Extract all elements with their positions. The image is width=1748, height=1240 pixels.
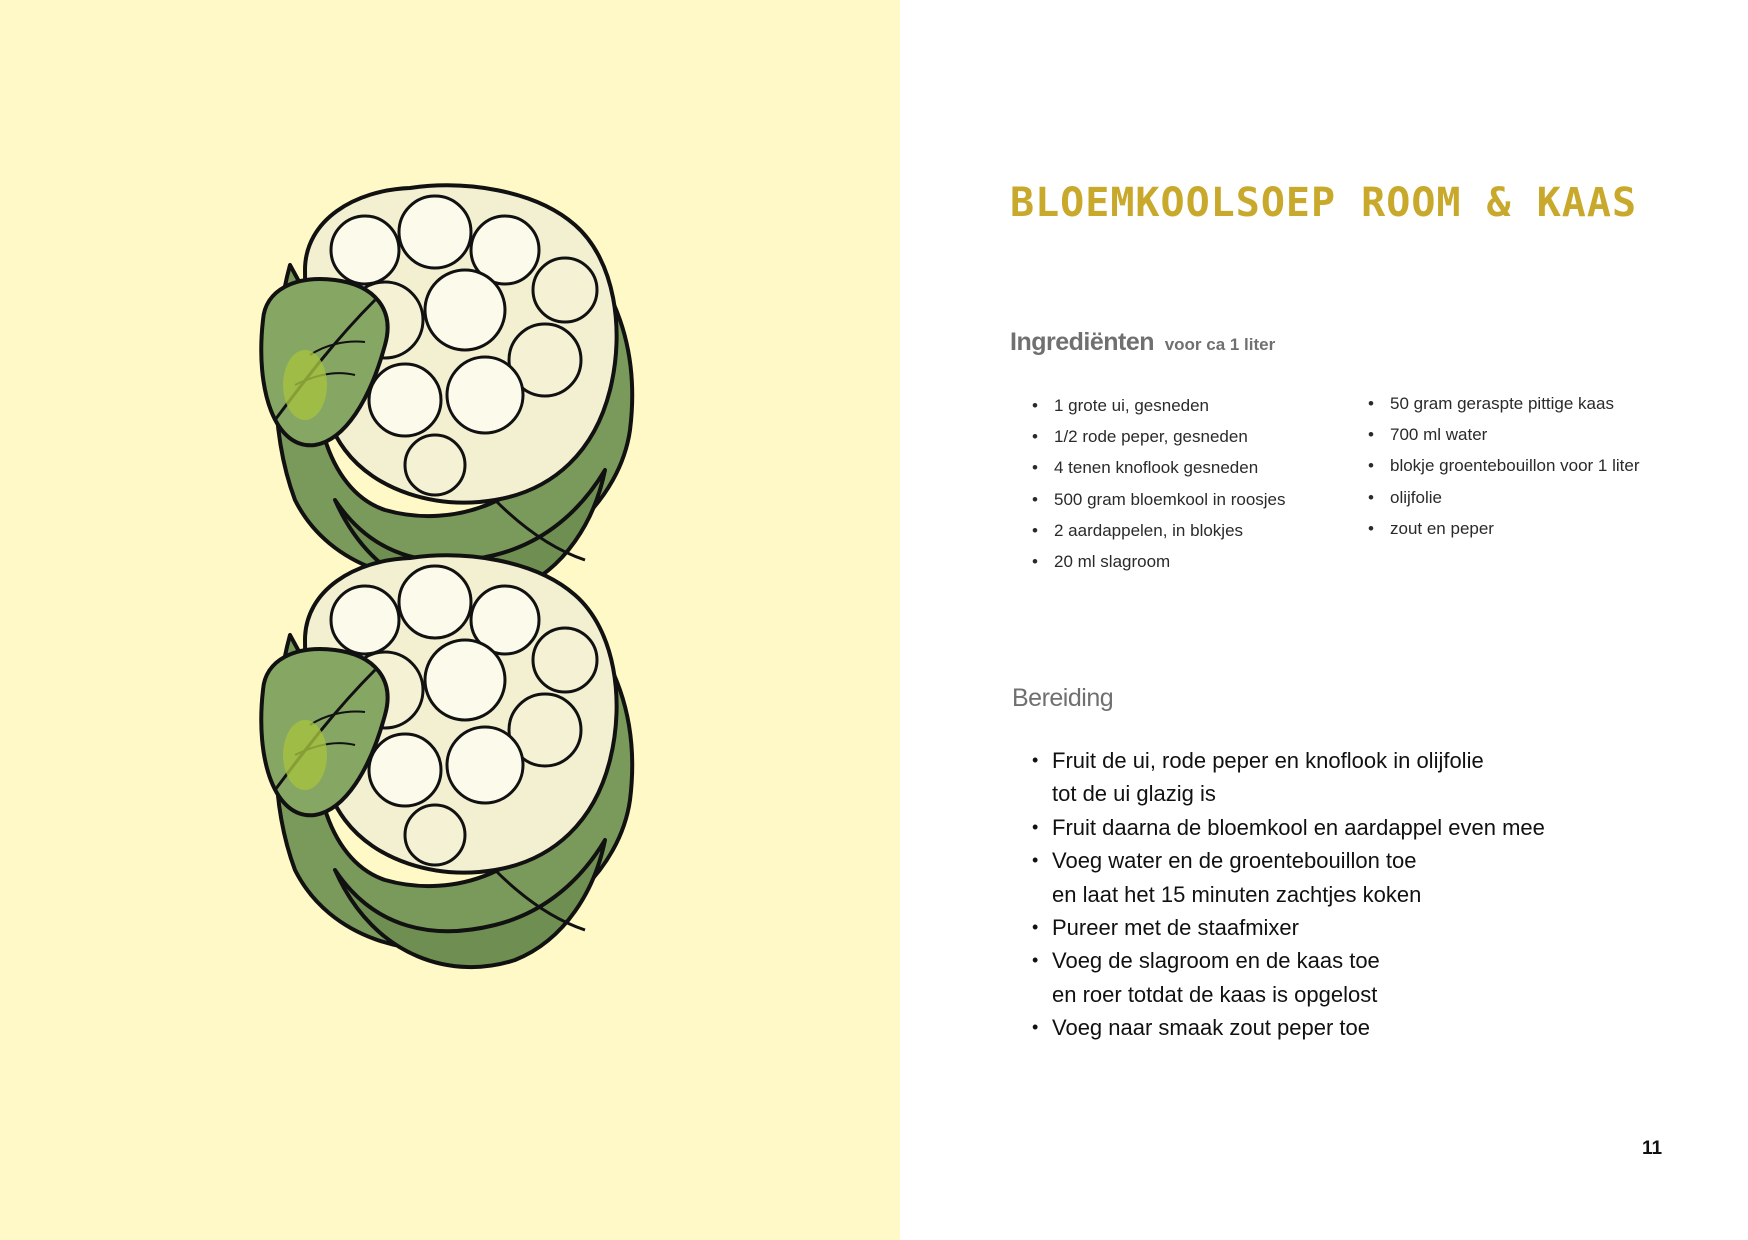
ingredient-item: • zout en peper bbox=[1366, 513, 1640, 544]
ingredients-heading bbox=[1010, 328, 1275, 357]
ingredient-item: • blokje groentebouillon voor 1 liter bbox=[1366, 450, 1640, 481]
preparation-step bbox=[1030, 844, 1545, 911]
preparation-step bbox=[1030, 911, 1545, 944]
preparation-steps bbox=[1030, 744, 1545, 1045]
step-line: • Fruit de ui, rode peper en knoflook in olijfolie bbox=[1052, 748, 1484, 773]
ingredient-list-right bbox=[1366, 388, 1640, 544]
page-number: 11 bbox=[1642, 1138, 1663, 1159]
preparation-step bbox=[1030, 944, 1545, 1011]
cauliflower-illustration bbox=[235, 170, 685, 970]
step-line: • Voeg naar smaak zout peper toe bbox=[1052, 1015, 1370, 1041]
ingredient-item: • 1/2 rode peper, gesneden bbox=[1030, 421, 1286, 452]
step-line: en laat het 15 minuten zachtjes koken bbox=[1052, 881, 1422, 907]
recipe-title: BLOEMKOOLSOEP ROOM & KAAS bbox=[1010, 180, 1638, 226]
ingredient-item: • 20 ml slagroom bbox=[1030, 546, 1286, 577]
ingredient-item: • 500 gram bloemkool in roosjes bbox=[1030, 484, 1286, 515]
ingredient-item: • 700 ml water bbox=[1366, 419, 1640, 450]
preparation-step bbox=[1030, 744, 1545, 811]
step-line: • Pureer met de staafmixer bbox=[1052, 915, 1299, 941]
ingredient-item: • 50 gram geraspte pittige kaas bbox=[1366, 388, 1640, 419]
step-line: tot de ui glazig is bbox=[1052, 781, 1216, 807]
step-line: • Voeg water en de groentebouillon toe bbox=[1052, 848, 1417, 874]
preparation-step bbox=[1030, 1011, 1545, 1044]
step-line: en roer totdat de kaas is opgelost bbox=[1052, 981, 1378, 1007]
step-line: • Fruit daarna de bloemkool en aardappel even mee bbox=[1052, 814, 1545, 840]
ingredients-subheading: voor ca 1 liter bbox=[1164, 335, 1276, 354]
step-line: • Voeg de slagroom en de kaas toe bbox=[1052, 948, 1380, 974]
ingredient-list-left bbox=[1030, 390, 1286, 577]
ingredient-item: • 2 aardappelen, in blokjes bbox=[1030, 515, 1286, 546]
ingredients-heading-label: Ingrediënten bbox=[1010, 328, 1155, 356]
preparation-step bbox=[1030, 811, 1545, 844]
ingredient-item: • olijfolie bbox=[1366, 482, 1640, 513]
ingredient-item: • 1 grote ui, gesneden bbox=[1030, 390, 1286, 421]
ingredient-item: • 4 tenen knoflook gesneden bbox=[1030, 452, 1286, 483]
preparation-heading: Bereiding bbox=[1012, 684, 1114, 712]
